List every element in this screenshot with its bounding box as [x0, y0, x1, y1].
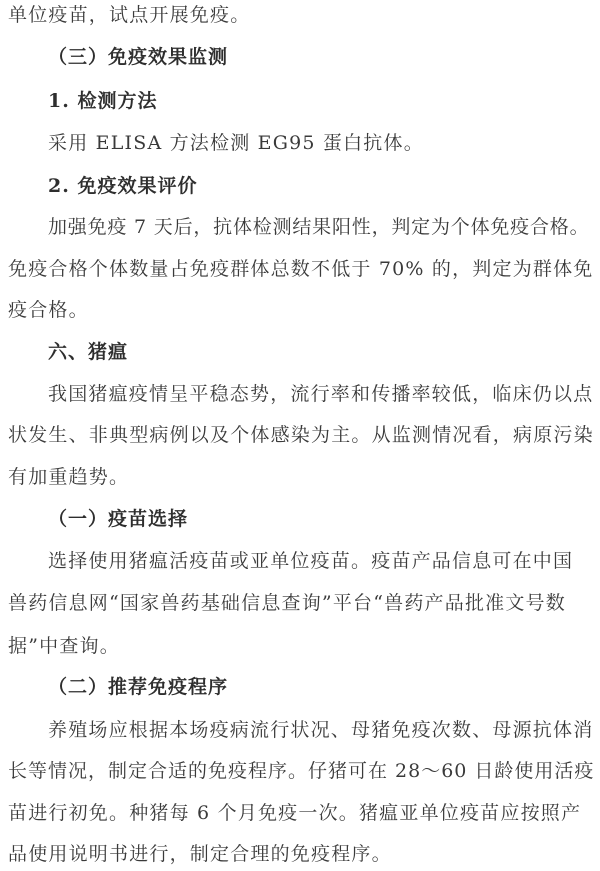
paragraph-line: 加强免疫 7 天后，抗体检测结果阳性，判定为个体免疫合格。	[48, 216, 590, 239]
subheading-immune-effect-evaluation: 2. 免疫效果评价	[48, 174, 198, 197]
section-heading-vaccine-selection: （一）疫苗选择	[48, 508, 189, 531]
paragraph-line: 据”中查询。	[8, 634, 120, 657]
paragraph-line: 疫合格。	[8, 299, 89, 322]
paragraph-line: 兽药信息网“国家兽药基础信息查询”平台“兽药产品批准文号数	[8, 592, 566, 615]
section-heading-swine-fever: 六、猪瘟	[48, 341, 129, 364]
paragraph-line: 状发生、非典型病例以及个体感染为主。从监测情况看，病原污染	[8, 424, 594, 447]
paragraph-line: 单位疫苗，试点开展免疫。	[8, 4, 251, 26]
paragraph-line: 长等情况，制定合适的免疫程序。仔猪可在 28～60 日龄使用活疫	[8, 760, 595, 783]
paragraph-line: 采用 ELISA 方法检测 EG95 蛋白抗体。	[48, 132, 424, 155]
paragraph-line: 品使用说明书进行，制定合理的免疫程序。	[8, 843, 392, 865]
paragraph-line: 免疫合格个体数量占免疫群体总数不低于 70% 的，判定为群体免	[8, 257, 594, 280]
paragraph-line: 养殖场应根据本场疫病流行状况、母猪免疫次数、母源抗体消	[48, 718, 594, 741]
section-heading-immune-effect-monitoring: （三）免疫效果监测	[48, 46, 229, 69]
subheading-detection-method: 1. 检测方法	[48, 89, 158, 112]
section-heading-recommended-immunization-program: （二）推荐免疫程序	[48, 676, 229, 699]
paragraph-line: 有加重趋势。	[8, 465, 130, 488]
paragraph-line: 我国猪瘟疫情呈平稳态势，流行率和传播率较低，临床仍以点	[48, 382, 594, 405]
paragraph-line: 选择使用猪瘟活疫苗或亚单位疫苗。疫苗产品信息可在中国	[48, 549, 574, 572]
paragraph-line: 苗进行初免。种猪每 6 个月免疫一次。猪瘟亚单位疫苗应按照产	[8, 801, 582, 824]
